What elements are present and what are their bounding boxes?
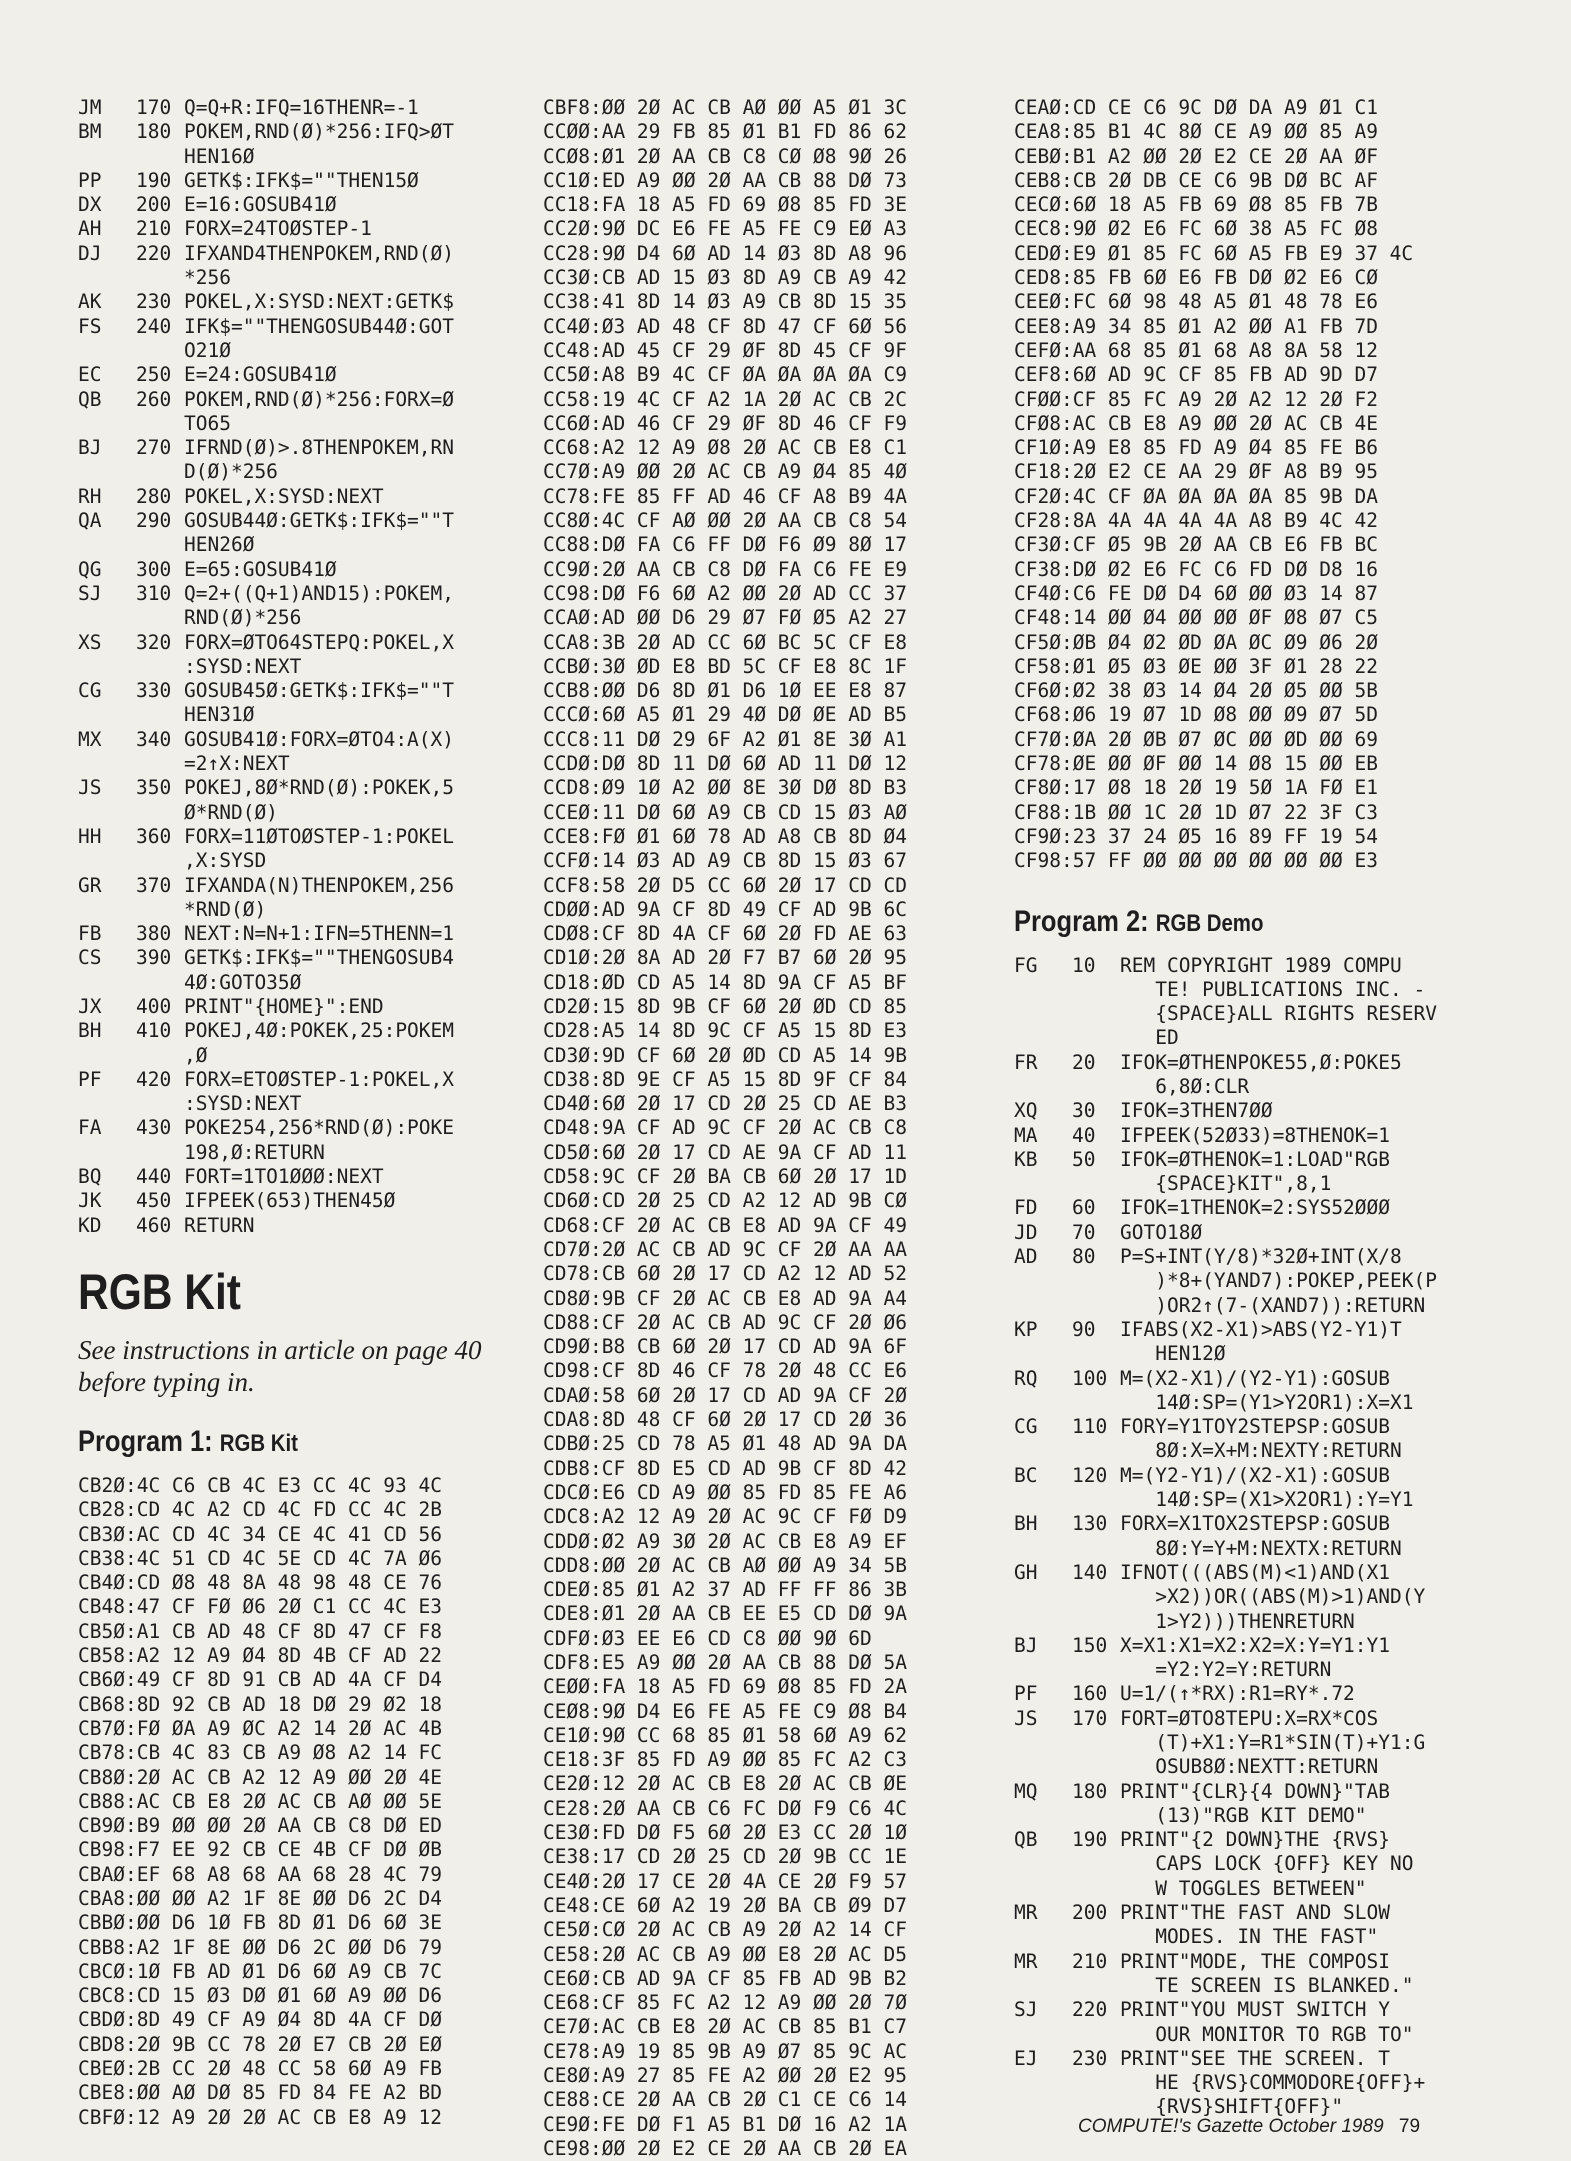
- basic-line: [78, 120, 518, 169]
- statement: IFXANDA(N)THENPOKEM,256 *RND(Ø): [184, 873, 455, 921]
- line-number: 410: [136, 1019, 172, 1043]
- statement: POKEM,RND(Ø)*256:FORX=Ø TO65: [184, 387, 455, 435]
- basic-line: [78, 1019, 518, 1068]
- checksum: EJ: [1014, 2046, 1038, 2070]
- basic-line: [78, 388, 518, 437]
- statement: IFNOT(((ABS(M)<1)AND(X1 >X2))OR((ABS(M)>1)AND(Y 1>Y2)))THENRETURN: [1120, 1560, 1426, 1633]
- basic-line: [1014, 1634, 1514, 1683]
- line-number: 450: [136, 1189, 172, 1213]
- checksum: MX: [78, 727, 102, 751]
- program1-heading: [78, 1424, 452, 1462]
- checksum: BJ: [78, 436, 102, 460]
- line-number: 200: [1072, 1901, 1108, 1925]
- program1-hex-listing-col3: CEAØ:CD CE C6 9C DØ DA A9 Ø1 C1 CEA8:85 B1 4C 8Ø CE A9 ØØ 85 A9 CEBØ:B1 A2 ØØ 2Ø E2 CE 2Ø AA ØF CEB8:CB 2Ø DB CE C6 9B DØ BC AF CECØ:6Ø 18 A5 FB 69 Ø8 85 FB 7B CEC8:9Ø Ø2 E6 FC 6Ø 38 A5 FC Ø8 CEDØ:E9 Ø1 85 FC 6Ø A5 FB E9 37 4C CED8:85 FB 6Ø E6 FB DØ Ø2 E6 CØ CEEØ:FC 6Ø 98 48 A5 Ø1 48 78 E6 CEE8:A9 34 85 Ø1 A2 ØØ A1 FB 7D CEFØ:AA 68 85 Ø1 68 A8 8A 58 12 CEF8:6Ø AD 9C CF 85 FB AD 9D D7 CFØØ:CF 85 FC A9 2Ø A2 12 2Ø F2 CFØ8:AC CB E8 A9 ØØ 2Ø AC CB 4E CF1Ø:A9 E8 85 FD A9 Ø4 85 FE B6 CF18:2Ø E2 CE AA 29 ØF A8 B9 95 CF2Ø:4C CF ØA ØA ØA ØA 85 9B DA CF28:8A 4A 4A 4A 4A A8 B9 4C 42 CF3Ø:CF Ø5 9B 2Ø AA CB E6 FB BC CF38:DØ Ø2 E6 FC C6 FD DØ D8 16 CF4Ø:C6 FE DØ D4 6Ø ØØ Ø3 14 87 CF48:14 ØØ Ø4 ØØ ØØ ØF Ø8 Ø7 C5 CF5Ø:ØB Ø4 Ø2 ØD ØA ØC Ø9 Ø6 2Ø CF58:Ø1 Ø5 Ø3 ØE ØØ 3F Ø1 28 22 CF6Ø:Ø2 38 Ø3 14 Ø4 2Ø Ø5 ØØ 5B CF68:Ø6 19 Ø7 1D Ø8 ØØ Ø9 Ø7 5D CF7Ø:ØA 2Ø ØB Ø7 ØC ØØ ØD ØØ 69 CF78:ØE ØØ ØF ØØ 14 Ø8 15 ØØ EB CF8Ø:17 Ø8 18 2Ø 19 5Ø 1A FØ E1 CF88:1B ØØ 1C 2Ø 1D Ø7 22 3F C3 CF9Ø:23 37 24 Ø5 16 89 FF 19 54 CF98:57 FF ØØ ØØ ØØ ØØ ØØ ØØ E3: [1014, 96, 1414, 873]
- line-number: 100: [1072, 1366, 1108, 1390]
- checksum: DJ: [78, 241, 102, 265]
- basic-line: [78, 315, 518, 364]
- basic-line: [78, 217, 518, 241]
- statement: REM COPYRIGHT 1989 COMPU TE! PUBLICATIONS INC. - {SPACE}ALL RIGHTS RESERV ED: [1120, 953, 1437, 1050]
- statement: X=X1:X1=X2:X2=X:Y=Y1:Y1 =Y2:Y2=Y:RETURN: [1120, 1633, 1391, 1682]
- statement: GETK$:IFK$=""THEN15Ø: [184, 168, 419, 192]
- line-number: 170: [1072, 1706, 1108, 1730]
- checksum: AK: [78, 290, 102, 314]
- basic-line: [78, 1214, 518, 1238]
- checksum: AH: [78, 217, 102, 241]
- checksum: QB: [1014, 1828, 1038, 1852]
- checksum: MR: [1014, 1949, 1038, 1973]
- statement: P=S+INT(Y/8)*32Ø+INT(X/8 )*8+(YAND7):POKEP,PEEK(P )OR2↑(7-(XAND7)):RETURN: [1120, 1245, 1437, 1317]
- statement: POKEM,RND(Ø)*256:IFQ>ØT HEN16Ø: [184, 120, 455, 168]
- line-number: 400: [136, 994, 172, 1018]
- basic-line: [1014, 2047, 1514, 2120]
- basic-line: [1014, 1682, 1514, 1706]
- checksum: FA: [78, 1116, 102, 1140]
- statement: NEXT:N=N+1:IFN=5THENN=1: [184, 922, 455, 946]
- statement: E=16:GOSUB41Ø: [184, 193, 337, 217]
- checksum: MR: [1014, 1901, 1038, 1925]
- line-number: 210: [136, 217, 172, 241]
- basic-line: [1014, 1099, 1514, 1123]
- checksum: XQ: [1014, 1099, 1038, 1123]
- statement: POKEJ,8Ø*RND(Ø):POKEK,5 Ø*RND(Ø): [184, 776, 455, 824]
- program2-heading: [1014, 904, 1439, 942]
- checksum: BC: [1014, 1463, 1038, 1487]
- basic-line: [78, 96, 518, 120]
- basic-line: [78, 242, 518, 291]
- checksum: FB: [78, 922, 102, 946]
- basic-line: [78, 728, 518, 777]
- checksum: FG: [1014, 953, 1038, 977]
- statement: PRINT"YOU MUST SWITCH Y OUR MONITOR TO RGB TO": [1120, 1998, 1414, 2046]
- basic-line: [1014, 1124, 1514, 1148]
- statement: POKEJ,4Ø:POKEK,25:POKEM ,Ø: [184, 1019, 455, 1067]
- line-number: 340: [136, 727, 172, 751]
- program2-heading-label: Program 2:: [1014, 904, 1149, 938]
- checksum: KP: [1014, 1317, 1038, 1341]
- line-number: 40: [1072, 1123, 1096, 1147]
- line-number: 350: [136, 776, 172, 800]
- line-number: 130: [1072, 1512, 1108, 1536]
- checksum: PP: [78, 168, 102, 192]
- basic-line: [78, 776, 518, 825]
- line-number: 230: [1072, 2046, 1108, 2070]
- statement: IFABS(X2-X1)>ABS(Y2-Y1)T HEN12Ø: [1120, 1317, 1402, 1366]
- checksum: MQ: [1014, 1779, 1038, 1803]
- checksum: CS: [78, 946, 102, 970]
- line-number: 60: [1072, 1196, 1096, 1220]
- line-number: 310: [136, 581, 172, 605]
- checksum: BJ: [1014, 1633, 1038, 1657]
- statement: GOSUB41Ø:FORX=ØTO4:A(X) =2↑X:NEXT: [184, 727, 455, 776]
- checksum: KB: [1014, 1147, 1038, 1171]
- checksum: FD: [1014, 1196, 1038, 1220]
- statement: IFK$=""THENGOSUB44Ø:GOT O21Ø: [184, 314, 455, 362]
- line-number: 10: [1072, 953, 1096, 977]
- statement: PRINT"{CLR}{4 DOWN}"TAB (13)"RGB KIT DEMO": [1120, 1779, 1391, 1827]
- page-number: 79: [1398, 2116, 1421, 2137]
- program1-hex-listing-col1: CB2Ø:4C C6 CB 4C E3 CC 4C 93 4C CB28:CD 4C A2 CD 4C FD CC 4C 2B CB3Ø:AC CD 4C 34 CE 4C 41 CD 56 CB38:4C 51 CD 4C 5E CD 4C 7A Ø6 CB4Ø:CD Ø8 48 8A 48 98 48 CE 76 CB48:47 CF FØ Ø6 2Ø C1 CC 4C E3 CB5Ø:A1 CB AD 48 CF 8D 47 CF F8 CB58:A2 12 A9 Ø4 8D 4B CF AD 22 CB6Ø:49 CF 8D 91 CB AD 4A CF D4 CB68:8D 92 CB AD 18 DØ 29 Ø2 18 CB7Ø:FØ ØA A9 ØC A2 14 2Ø AC 4B CB78:CB 4C 83 CB A9 Ø8 A2 14 FC CB8Ø:2Ø AC CB A2 12 A9 ØØ 2Ø 4E CB88:AC CB E8 2Ø AC CB AØ ØØ 5E CB9Ø:B9 ØØ ØØ 2Ø AA CB C8 DØ ED CB98:F7 EE 92 CB CE 4B CF DØ ØB CBAØ:EF 68 A8 68 AA 68 28 4C 79 CBA8:ØØ ØØ A2 1F 8E ØØ D6 2C D4 CBBØ:ØØ D6 1Ø FB 8D Ø1 D6 6Ø 3E CBB8:A2 1F 8E ØØ D6 2C ØØ D6 79 CBCØ:1Ø FB AD Ø1 D6 6Ø A9 CB 7C CBC8:CD 15 Ø3 DØ Ø1 6Ø A9 ØØ D6 CBDØ:8D 49 CF A9 Ø4 8D 4A CF DØ CBD8:2Ø 9B CC 78 2Ø E7 CB 2Ø EØ CBEØ:2B CC 2Ø 48 CC 58 6Ø A9 FB CBE8:ØØ AØ DØ 85 FD 84 FE A2 BD CBFØ:12 A9 2Ø 2Ø AC CB E8 A9 12: [78, 1473, 442, 2129]
- checksum: QB: [78, 387, 102, 411]
- basic-line: [1014, 1512, 1514, 1561]
- statement: FORT=1TO1ØØØ:NEXT: [184, 1165, 384, 1189]
- basic-line: [78, 1116, 518, 1165]
- line-number: 200: [136, 193, 172, 217]
- statement: FORX=24TOØSTEP-1: [184, 217, 372, 241]
- line-number: 380: [136, 922, 172, 946]
- checksum: RQ: [1014, 1366, 1038, 1390]
- checksum: DX: [78, 193, 102, 217]
- basic-line: [78, 631, 518, 680]
- checksum: QA: [78, 509, 102, 533]
- line-number: 360: [136, 824, 172, 848]
- checksum: SJ: [78, 581, 102, 605]
- statement: FORX=ETOØSTEP-1:POKEL,X :SYSD:NEXT: [184, 1067, 455, 1116]
- program2-heading-name: RGB Demo: [1155, 909, 1264, 937]
- checksum: FS: [78, 314, 102, 338]
- line-number: 160: [1072, 1682, 1108, 1706]
- statement: PRINT"MODE, THE COMPOSI TE SCREEN IS BLANKED.": [1120, 1949, 1414, 1997]
- statement: M=(X2-X1)/(Y2-Y1):GOSUB 14Ø:SP=(Y1>Y2OR1):X=X1: [1120, 1366, 1414, 1414]
- checksum: BM: [78, 120, 102, 144]
- basic-line: [78, 193, 518, 217]
- line-number: 320: [136, 630, 172, 654]
- statement: M=(Y2-Y1)/(X2-X1):GOSUB 14Ø:SP=(X1>X2OR1):Y=Y1: [1120, 1463, 1414, 1512]
- line-number: 70: [1072, 1220, 1096, 1244]
- statement: PRINT"{HOME}":END: [184, 994, 384, 1018]
- checksum: CG: [78, 679, 102, 703]
- line-number: 460: [136, 1213, 172, 1237]
- line-number: 230: [136, 290, 172, 314]
- statement: IFOK=1THENOK=2:SYS52ØØØ: [1120, 1196, 1391, 1220]
- line-number: 260: [136, 387, 172, 411]
- line-number: 50: [1072, 1147, 1096, 1171]
- checksum: SJ: [1014, 1998, 1038, 2022]
- statement: PRINT"SEE THE SCREEN. T HE {RVS}COMMODORE{OFF}+ {RVS}SHIFT{OFF}": [1120, 2046, 1426, 2119]
- basic-line: [1014, 1367, 1514, 1416]
- statement: GOSUB44Ø:GETK$:IFK$=""T HEN26Ø: [184, 509, 455, 557]
- statement: GOSUB45Ø:GETK$:IFK$=""T HEN31Ø: [184, 679, 455, 727]
- line-number: 300: [136, 557, 172, 581]
- line-number: 270: [136, 436, 172, 460]
- statement: Q=2+((Q+1)AND15):POKEM, RND(Ø)*256: [184, 581, 455, 630]
- statement: FORX=11ØTOØSTEP-1:POKEL ,X:SYSD: [184, 824, 455, 873]
- statement: FORX=X1TOX2STEPSP:GOSUB 8Ø:Y=Y+M:NEXTX:RETURN: [1120, 1512, 1402, 1560]
- line-number: 440: [136, 1165, 172, 1189]
- program2-basic-listing: [1014, 954, 1514, 2120]
- basic-line: [1014, 1901, 1514, 1950]
- line-number: 430: [136, 1116, 172, 1140]
- basic-line: [78, 582, 518, 631]
- statement: IFXAND4THENPOKEM,RND(Ø) *256: [184, 241, 455, 290]
- statement: U=1/(↑*RX):R1=RY*.72: [1120, 1682, 1355, 1706]
- program1-basic-listing: [78, 96, 518, 1238]
- line-number: 330: [136, 679, 172, 703]
- line-number: 370: [136, 873, 172, 897]
- statement: IFOK=ØTHENPOKE55,Ø:POKE5 6,8Ø:CLR: [1120, 1050, 1402, 1098]
- basic-line: [78, 290, 518, 314]
- checksum: GH: [1014, 1560, 1038, 1584]
- basic-line: [1014, 1148, 1514, 1197]
- statement: POKEL,X:SYSD:NEXT:GETK$: [184, 290, 455, 314]
- line-number: 140: [1072, 1560, 1108, 1584]
- basic-line: [78, 436, 518, 485]
- line-number: 110: [1072, 1415, 1108, 1439]
- column-2: [543, 96, 983, 2161]
- statement: Q=Q+R:IFQ=16THENR=-1: [184, 96, 419, 119]
- basic-line: [1014, 1051, 1514, 1100]
- checksum: BH: [78, 1019, 102, 1043]
- line-number: 90: [1072, 1317, 1096, 1341]
- article-title: RGB Kit: [78, 1263, 241, 1320]
- line-number: 390: [136, 946, 172, 970]
- statement: PRINT"{2 DOWN}THE {RVS} CAPS LOCK {OFF} KEY NO W TOGGLES BETWEEN": [1120, 1828, 1414, 1900]
- line-number: 30: [1072, 1099, 1096, 1123]
- statement: IFPEEK(52Ø33)=8THENOK=1: [1120, 1123, 1391, 1147]
- line-number: 210: [1072, 1949, 1108, 1973]
- line-number: 220: [136, 241, 172, 265]
- column-1: [78, 96, 518, 2130]
- checksum: PF: [1014, 1682, 1038, 1706]
- basic-line: [1014, 1828, 1514, 1901]
- basic-line: [78, 946, 518, 995]
- statement: POKEL,X:SYSD:NEXT: [184, 484, 384, 508]
- basic-line: [1014, 1998, 1514, 2047]
- basic-line: [78, 1068, 518, 1117]
- checksum: BH: [1014, 1512, 1038, 1536]
- basic-line: [1014, 1415, 1514, 1464]
- statement: GETK$:IFK$=""THENGOSUB4 4Ø:GOTO35Ø: [184, 946, 455, 994]
- basic-line: [1014, 954, 1514, 1051]
- line-number: 240: [136, 314, 172, 338]
- checksum: GR: [78, 873, 102, 897]
- program1-hex-listing-col2: CBF8:ØØ 2Ø AC CB AØ ØØ A5 Ø1 3C CCØØ:AA 29 FB 85 Ø1 B1 FD 86 62 CCØ8:Ø1 2Ø AA CB C8 CØ Ø8 9Ø 26 CC1Ø:ED A9 ØØ 2Ø AA CB 88 DØ 73 CC18:FA 18 A5 FD 69 Ø8 85 FD 3E CC2Ø:9Ø DC E6 FE A5 FE C9 EØ A3 CC28:9Ø D4 6Ø AD 14 Ø3 8D A8 96 CC3Ø:CB AD 15 Ø3 8D A9 CB A9 42 CC38:41 8D 14 Ø3 A9 CB 8D 15 35 CC4Ø:Ø3 AD 48 CF 8D 47 CF 6Ø 56 CC48:AD 45 CF 29 ØF 8D 45 CF 9F CC5Ø:A8 B9 4C CF ØA ØA ØA ØA C9 CC58:19 4C CF A2 1A 2Ø AC CB 2C CC6Ø:AD 46 CF 29 ØF 8D 46 CF F9 CC68:A2 12 A9 Ø8 2Ø AC CB E8 C1 CC7Ø:A9 ØØ 2Ø AC CB A9 Ø4 85 4Ø CC78:FE 85 FF AD 46 CF A8 B9 4A CC8Ø:4C CF AØ ØØ 2Ø AA CB C8 54 CC88:DØ FA C6 FF DØ F6 Ø9 8Ø 17 CC9Ø:2Ø AA CB C8 DØ FA C6 FE E9 CC98:DØ F6 6Ø A2 ØØ 2Ø AD CC 37 CCAØ:AD ØØ D6 29 Ø7 FØ Ø5 A2 27 CCA8:3B 2Ø AD CC 6Ø BC 5C CF E8 CCBØ:3Ø ØD E8 BD 5C CF E8 8C 1F CCB8:ØØ D6 8D Ø1 D6 1Ø EE E8 87 CCCØ:6Ø A5 Ø1 29 4Ø DØ ØE AD B5 CCC8:11 DØ 29 6F A2 Ø1 8E 3Ø A1 CCDØ:DØ 8D 11 DØ 6Ø AD 11 DØ 12 CCD8:Ø9 1Ø A2 ØØ 8E 3Ø DØ 8D B3 CCEØ:11 DØ 6Ø A9 CB CD 15 Ø3 AØ CCE8:FØ Ø1 6Ø 78 AD A8 CB 8D Ø4 CCFØ:14 Ø3 AD A9 CB 8D 15 Ø3 67 CCF8:58 2Ø D5 CC 6Ø 2Ø 17 CD CD CDØØ:AD 9A CF 8D 49 CF AD 9B 6C CDØ8:CF 8D 4A CF 6Ø 2Ø FD AE 63 CD1Ø:2Ø 8A AD 2Ø F7 B7 6Ø 2Ø 95 CD18:ØD CD A5 14 8D 9A CF A5 BF CD2Ø:15 8D 9B CF 6Ø 2Ø ØD CD 85 CD28:A5 14 8D 9C CF A5 15 8D E3 CD3Ø:9D CF 6Ø 2Ø ØD CD A5 14 9B CD38:8D 9E CF A5 15 8D 9F CF 84 CD4Ø:6Ø 2Ø 17 CD 2Ø 25 CD AE B3 CD48:9A CF AD 9C CF 2Ø AC CB C8 CD5Ø:6Ø 2Ø 17 CD AE 9A CF AD 11 CD58:9C CF 2Ø BA CB 6Ø 2Ø 17 1D CD6Ø:CD 2Ø 25 CD A2 12 AD 9B CØ CD68:CF 2Ø AC CB E8 AD 9A CF 49 CD7Ø:2Ø AC CB AD 9C CF 2Ø AA AA CD78:CB 6Ø 2Ø 17 CD A2 12 AD 52 CD8Ø:9B CF 2Ø AC CB E8 AD 9A A4 CD88:CF 2Ø AC CB AD 9C CF 2Ø Ø6 CD9Ø:B8 CB 6Ø 2Ø 17 CD AD 9A 6F CD98:CF 8D 46 CF 78 2Ø 48 CC E6 CDAØ:58 6Ø 2Ø 17 CD AD 9A CF 2Ø CDA8:8D 48 CF 6Ø 2Ø 17 CD 2Ø 36 CDBØ:25 CD 78 A5 Ø1 48 AD 9A DA CDB8:CF 8D E5 CD AD 9B CF 8D 42 CDCØ:E6 CD A9 ØØ 85 FD 85 FE A6 CDC8:A2 12 A9 2Ø AC 9C CF FØ D9 CDDØ:Ø2 A9 3Ø 2Ø AC CB E8 A9 EF CDD8:ØØ 2Ø AC CB AØ ØØ A9 34 5B CDEØ:85 Ø1 A2 37 AD FF FF 86 3B CDE8:Ø1 2Ø AA CB EE E5 CD DØ 9A CDFØ:Ø3 EE E6 CD C8 ØØ 9Ø 6D CDF8:E5 A9 ØØ 2Ø AA CB 88 DØ 5A CEØØ:FA 18 A5 FD 69 Ø8 85 FD 2A CEØ8:9Ø D4 E6 FE A5 FE C9 Ø8 B4 CE1Ø:9Ø CC 68 85 Ø1 58 6Ø A9 62 CE18:3F 85 FD A9 ØØ 85 FC A2 C3 CE2Ø:12 2Ø AC CB E8 2Ø AC CB ØE CE28:2Ø AA CB C6 FC DØ F9 C6 4C CE3Ø:FD DØ F5 6Ø 2Ø E3 CC 2Ø 1Ø CE38:17 CD 2Ø 25 CD 2Ø 9B CC 1E CE4Ø:2Ø 17 CE 2Ø 4A CE 2Ø F9 57 CE48:CE 6Ø A2 19 2Ø BA CB Ø9 D7 CE5Ø:CØ 2Ø AC CB A9 2Ø A2 14 CF CE58:2Ø AC CB A9 ØØ E8 2Ø AC D5 CE6Ø:CB AD 9A CF 85 FB AD 9B B2 CE68:CF 85 FC A2 12 A9 ØØ 2Ø 7Ø CE7Ø:AC CB E8 2Ø AC CB 85 B1 C7 CE78:A9 19 85 9B A9 Ø7 85 9C AC CE8Ø:A9 27 85 FE A2 ØØ 2Ø E2 95 CE88:CE 2Ø AA CB 2Ø C1 CE C6 14 CE9Ø:FE DØ F1 A5 B1 DØ 16 A2 1A CE98:ØØ 2Ø E2 CE 2Ø AA CB 2Ø EA: [543, 96, 907, 2160]
- statement: IFOK=3THEN7ØØ: [1120, 1099, 1273, 1123]
- checksum: AD: [1014, 1245, 1038, 1269]
- basic-line: [1014, 1221, 1514, 1245]
- statement: PRINT"THE FAST AND SLOW MODES. IN THE FAST": [1120, 1901, 1391, 1949]
- basic-line: [1014, 1464, 1514, 1513]
- basic-line: [1014, 1196, 1514, 1220]
- statement: FORX=ØTO64STEPQ:POKEL,X :SYSD:NEXT: [184, 630, 455, 678]
- checksum: JX: [78, 994, 102, 1018]
- checksum: JM: [78, 96, 102, 119]
- line-number: 120: [1072, 1463, 1108, 1487]
- line-number: 180: [136, 120, 172, 144]
- checksum: XS: [78, 630, 102, 654]
- basic-line: [78, 922, 518, 946]
- basic-line: [1014, 1561, 1514, 1634]
- line-number: 250: [136, 363, 172, 387]
- line-number: 170: [136, 96, 172, 119]
- statement: GOTO18Ø: [1120, 1220, 1203, 1244]
- checksum: HH: [78, 824, 102, 848]
- checksum: EC: [78, 363, 102, 387]
- checksum: JS: [1014, 1706, 1038, 1730]
- line-number: 180: [1072, 1779, 1108, 1803]
- statement: FORT=ØTO8TEPU:X=RX*COS (T)+X1:Y=R1*SIN(T)+Y1:G OSUB8Ø:NEXTT:RETURN: [1120, 1706, 1426, 1779]
- line-number: 190: [136, 168, 172, 192]
- checksum: JD: [1014, 1220, 1038, 1244]
- statement: E=24:GOSUB41Ø: [184, 363, 337, 387]
- basic-line: [1014, 1780, 1514, 1829]
- basic-line: [78, 679, 518, 728]
- statement: FORY=Y1TOY2STEPSP:GOSUB 8Ø:X=X+M:NEXTY:RETURN: [1120, 1415, 1402, 1463]
- basic-line: [78, 485, 518, 509]
- checksum: KD: [78, 1213, 102, 1237]
- line-number: 190: [1072, 1828, 1108, 1852]
- statement: POKE254,256*RND(Ø):POKE 198,Ø:RETURN: [184, 1116, 455, 1164]
- statement: IFPEEK(653)THEN45Ø: [184, 1189, 396, 1213]
- column-3: [1014, 96, 1514, 2120]
- basic-line: [1014, 1707, 1514, 1780]
- line-number: 80: [1072, 1245, 1096, 1269]
- article-intro: See instructions in article on page 40 before typing in.: [78, 1334, 482, 1397]
- checksum: CG: [1014, 1415, 1038, 1439]
- basic-line: [78, 169, 518, 193]
- basic-line: [78, 1165, 518, 1189]
- basic-line: [78, 825, 518, 874]
- checksum: MA: [1014, 1123, 1038, 1147]
- checksum: BQ: [78, 1165, 102, 1189]
- checksum: FR: [1014, 1050, 1038, 1074]
- checksum: QG: [78, 557, 102, 581]
- basic-line: [78, 558, 518, 582]
- line-number: 280: [136, 484, 172, 508]
- checksum: JS: [78, 776, 102, 800]
- statement: RETURN: [184, 1213, 255, 1237]
- statement: E=65:GOSUB41Ø: [184, 557, 337, 581]
- program1-heading-name: RGB Kit: [219, 1429, 298, 1457]
- checksum: RH: [78, 484, 102, 508]
- statement: IFOK=ØTHENOK=1:LOAD"RGB {SPACE}KIT",8,1: [1120, 1147, 1391, 1196]
- line-number: 150: [1072, 1633, 1108, 1657]
- line-number: 220: [1072, 1998, 1108, 2022]
- statement: IFRND(Ø)>.8THENPOKEM,RN D(Ø)*256: [184, 436, 455, 484]
- basic-line: [78, 874, 518, 923]
- basic-line: [1014, 1950, 1514, 1999]
- basic-line: [1014, 1245, 1514, 1318]
- basic-line: [78, 509, 518, 558]
- line-number: 290: [136, 509, 172, 533]
- basic-line: [78, 995, 518, 1019]
- program1-heading-label: Program 1:: [78, 1424, 213, 1458]
- checksum: JK: [78, 1189, 102, 1213]
- checksum: PF: [78, 1067, 102, 1091]
- line-number: 420: [136, 1067, 172, 1091]
- line-number: 20: [1072, 1050, 1096, 1074]
- basic-line: [78, 1189, 518, 1213]
- footer-publication: COMPUTE!'s Gazette October 1989: [1078, 2116, 1384, 2137]
- basic-line: [78, 363, 518, 387]
- basic-line: [1014, 1318, 1514, 1367]
- page-footer: [1078, 2116, 1420, 2138]
